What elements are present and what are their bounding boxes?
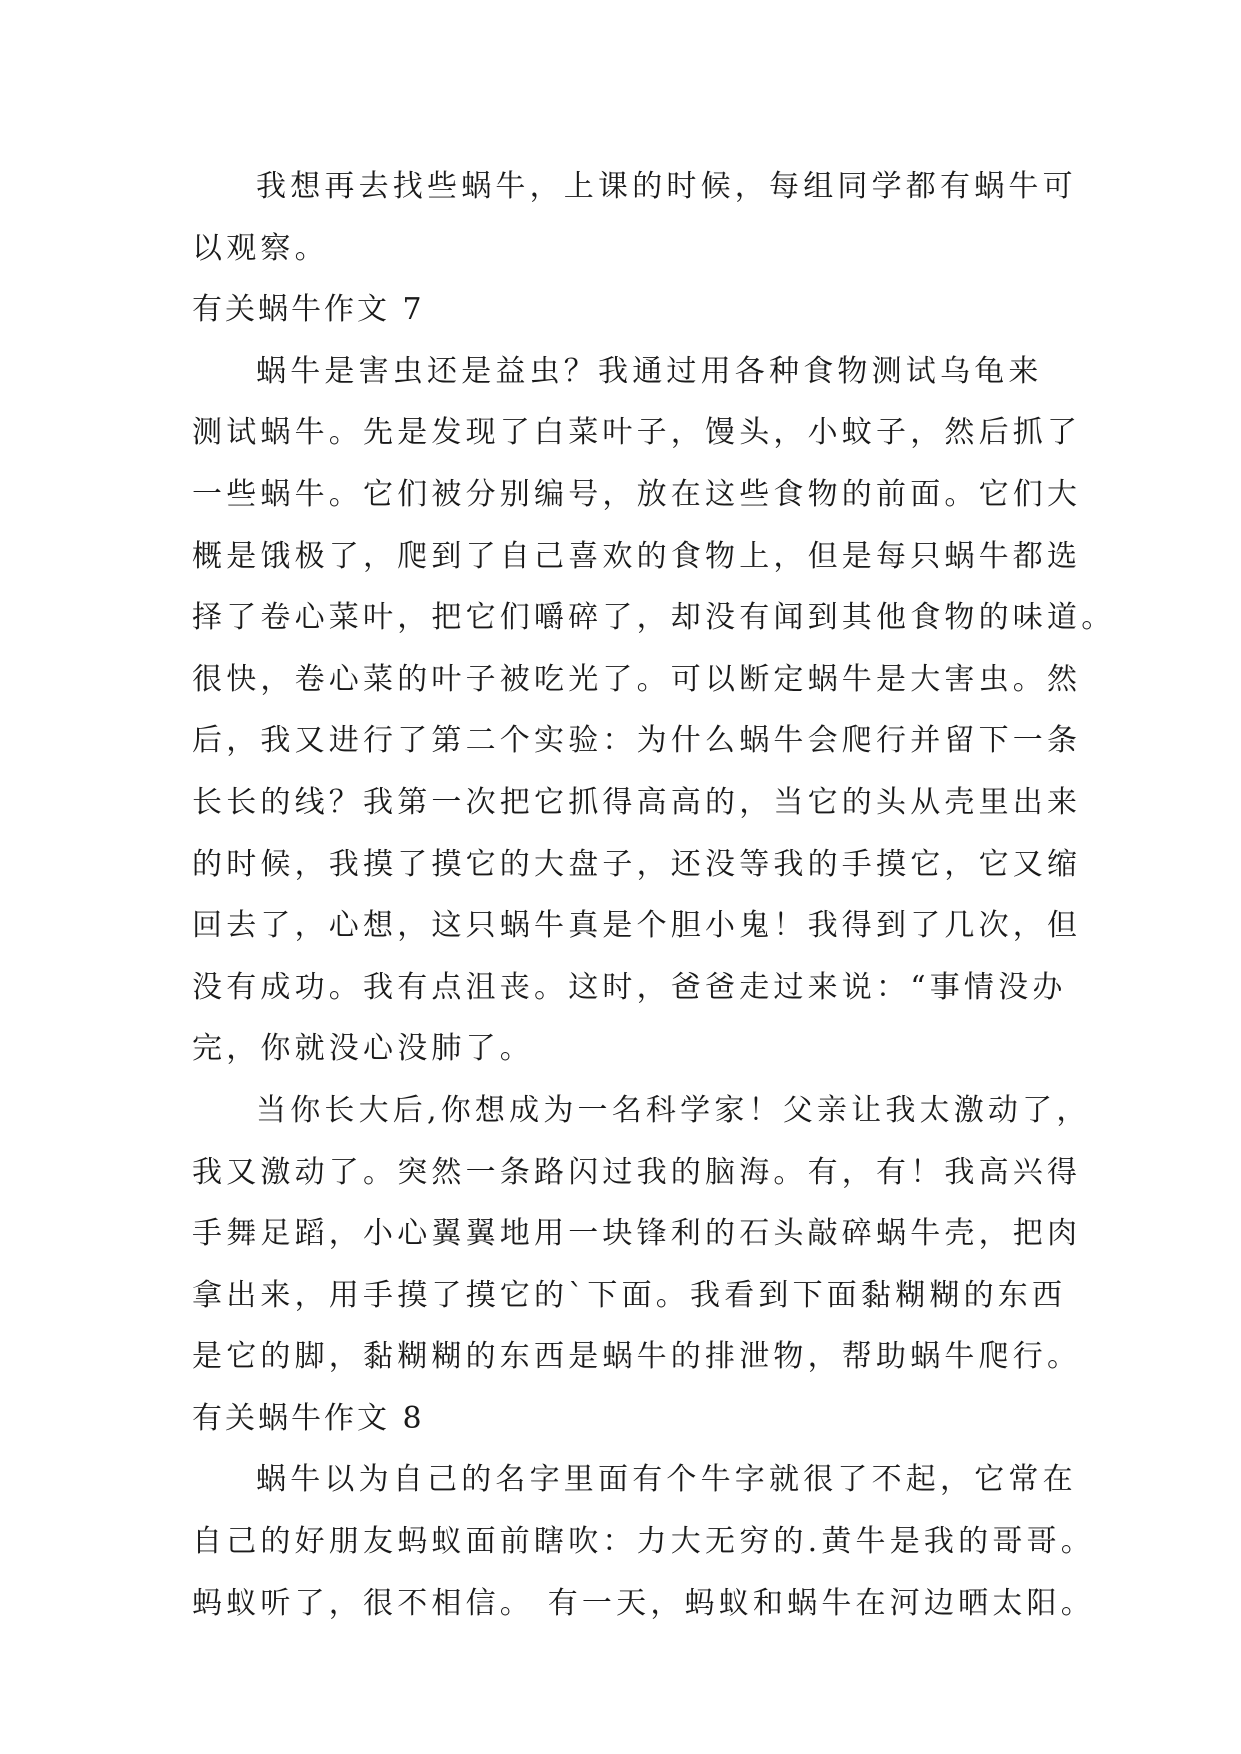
paragraph-line: 概是饿极了，爬到了自己喜欢的食物上，但是每只蜗牛都选 bbox=[192, 538, 1082, 574]
paragraph-line: 长长的线？我第一次把它抓得高高的，当它的头从壳里出来 bbox=[192, 784, 1082, 820]
section-heading: 有关蜗牛作文 7 bbox=[192, 292, 425, 328]
paragraph-line: 手舞足蹈，小心翼翼地用一块锋利的石头敲碎蜗牛壳，把肉 bbox=[192, 1216, 1082, 1252]
paragraph-line: 蜗牛以为自己的名字里面有个牛字就很了不起，它常在 bbox=[256, 1462, 1077, 1498]
paragraph-line: 当你长大后,你想成为一名科学家！父亲让我太激动了， bbox=[256, 1092, 1091, 1128]
paragraph-line: 后，我又进行了第二个实验：为什么蜗牛会爬行并留下一条 bbox=[192, 723, 1082, 759]
section-heading: 有关蜗牛作文 8 bbox=[192, 1400, 425, 1436]
paragraph-line: 我又激动了。突然一条路闪过我的脑海。有，有！我高兴得 bbox=[192, 1154, 1082, 1190]
paragraph-line: 蚂蚁听了，很不相信。 有一天，蚂蚁和蜗牛在河边晒太阳。 bbox=[192, 1585, 1095, 1621]
paragraph-line: 一些蜗牛。它们被分别编号，放在这些食物的前面。它们大 bbox=[192, 476, 1082, 512]
paragraph-line: 以观察。 bbox=[192, 230, 329, 266]
paragraph-line: 完，你就没心没肺了。 bbox=[192, 1031, 534, 1067]
paragraph-line: 自己的好朋友蚂蚁面前瞎吹：力大无穷的.黄牛是我的哥哥。 bbox=[192, 1524, 1095, 1560]
paragraph-line: 蜗牛是害虫还是益虫？我通过用各种食物测试乌龟来 bbox=[256, 353, 1043, 389]
paragraph-line: 没有成功。我有点沮丧。这时，爸爸走过来说：“事情没办 bbox=[192, 969, 1067, 1005]
paragraph-line: 的时候，我摸了摸它的大盘子，还没等我的手摸它，它又缩 bbox=[192, 846, 1082, 882]
paragraph-line: 回去了，心想，这只蜗牛真是个胆小鬼！我得到了几次，但 bbox=[192, 908, 1082, 944]
document-body bbox=[192, 156, 1116, 1634]
paragraph-line: 拿出来，用手摸了摸它的`下面。我看到下面黏糊糊的东西 bbox=[192, 1277, 1067, 1313]
paragraph-line: 是它的脚，黏糊糊的东西是蜗牛的排泄物，帮助蜗牛爬行。 bbox=[192, 1339, 1082, 1375]
paragraph-line: 择了卷心菜叶，把它们嚼碎了，却没有闻到其他食物的味道。 bbox=[192, 600, 1116, 636]
paragraph-line: 很快，卷心菜的叶子被吃光了。可以断定蜗牛是大害虫。然 bbox=[192, 661, 1082, 697]
paragraph-line: 测试蜗牛。先是发现了白菜叶子，馒头，小蚊子，然后抓了 bbox=[192, 415, 1082, 451]
paragraph-line: 我想再去找些蜗牛，上课的时候，每组同学都有蜗牛可 bbox=[256, 169, 1077, 204]
